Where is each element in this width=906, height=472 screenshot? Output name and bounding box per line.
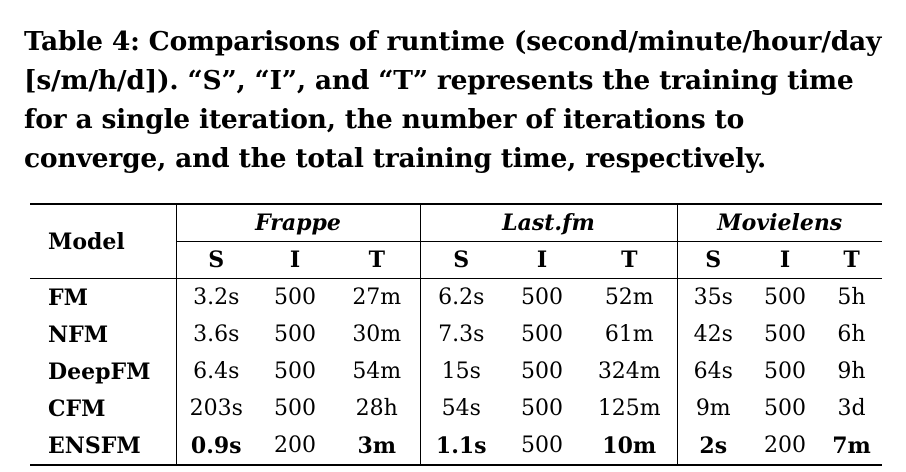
table-cell: 324m (582, 353, 677, 390)
table-cell: 42s (693, 322, 733, 347)
table-cell: 3.6s (193, 322, 240, 347)
table-cell: 5h (837, 285, 866, 310)
table-cell-best: 7m (821, 427, 882, 465)
model-name-cell: DeepFM (30, 353, 176, 390)
table-cell: 500 (521, 285, 563, 310)
group-header-row (30, 204, 882, 242)
table-cell: 61m (582, 316, 677, 353)
group-header-lastfm: Last.fm (420, 204, 677, 242)
model-name-cell: CFM (30, 390, 176, 427)
table-cell: 200 (749, 427, 821, 465)
table-caption: Table 4: Comparisons of runtime (second/minute/hour/day [s/m/h/d]). “S”, “I”, and “T” represents the training time for a single iteration, the number of iterations to converge, and the total training time, respectively. (24, 26, 882, 174)
group-header-movielens: Movielens (677, 204, 882, 242)
table-cell: 500 (274, 285, 316, 310)
table-cell-best: 1.1s (420, 427, 502, 465)
sub-header-t: T (334, 242, 420, 279)
table-cell: 27m (334, 279, 420, 317)
table-cell: 35s (693, 285, 733, 310)
sub-header-s: S (677, 242, 749, 279)
table-cell: 7.3s (438, 322, 485, 347)
table-cell: 125m (582, 390, 677, 427)
table-cell-best: 10m (582, 427, 677, 465)
sub-header-i: I (502, 242, 582, 279)
table-cell: 500 (521, 359, 563, 384)
sub-header-t: T (821, 242, 882, 279)
table-cell: 500 (764, 359, 806, 384)
table-row (30, 427, 882, 465)
table-cell: 200 (256, 427, 334, 465)
table-cell: 54m (334, 353, 420, 390)
table-cell-best: 3m (334, 427, 420, 465)
table-cell: 500 (764, 285, 806, 310)
table-row (30, 316, 882, 353)
table-cell: 500 (274, 322, 316, 347)
table-cell: 6.2s (438, 285, 485, 310)
sub-header-s: S (176, 242, 256, 279)
table-cell-best: 2s (677, 427, 749, 465)
model-name-cell: FM (30, 279, 176, 317)
table-cell: 15s (441, 359, 481, 384)
table-cell: 500 (521, 396, 563, 421)
table-row (30, 279, 882, 317)
sub-header-i: I (256, 242, 334, 279)
table-cell: 54s (441, 396, 481, 421)
model-name-cell: NFM (30, 316, 176, 353)
table-cell: 3d (837, 396, 866, 421)
sub-header-i: I (749, 242, 821, 279)
table-cell: 28h (334, 390, 420, 427)
runtime-table (30, 203, 882, 466)
group-header-frappe: Frappe (176, 204, 420, 242)
table-row (30, 353, 882, 390)
table-cell: 3.2s (193, 285, 240, 310)
table-cell: 6h (837, 322, 866, 347)
model-column-header: Model (30, 204, 176, 279)
table-cell: 500 (764, 396, 806, 421)
table-cell: 64s (693, 359, 733, 384)
table-cell: 52m (582, 279, 677, 317)
table-cell: 500 (764, 322, 806, 347)
table-cell: 9m (695, 396, 731, 421)
table-cell: 9h (837, 359, 866, 384)
table-cell: 30m (334, 316, 420, 353)
table-cell: 6.4s (193, 359, 240, 384)
table-cell: 500 (502, 427, 582, 465)
table-cell: 500 (274, 396, 316, 421)
table-row (30, 390, 882, 427)
table-cell-best: 0.9s (176, 427, 256, 465)
table-cell: 500 (521, 322, 563, 347)
model-name-cell: ENSFM (30, 427, 176, 465)
sub-header-t: T (582, 242, 677, 279)
sub-header-s: S (420, 242, 502, 279)
table-cell: 500 (274, 359, 316, 384)
table-cell: 203s (189, 396, 243, 421)
